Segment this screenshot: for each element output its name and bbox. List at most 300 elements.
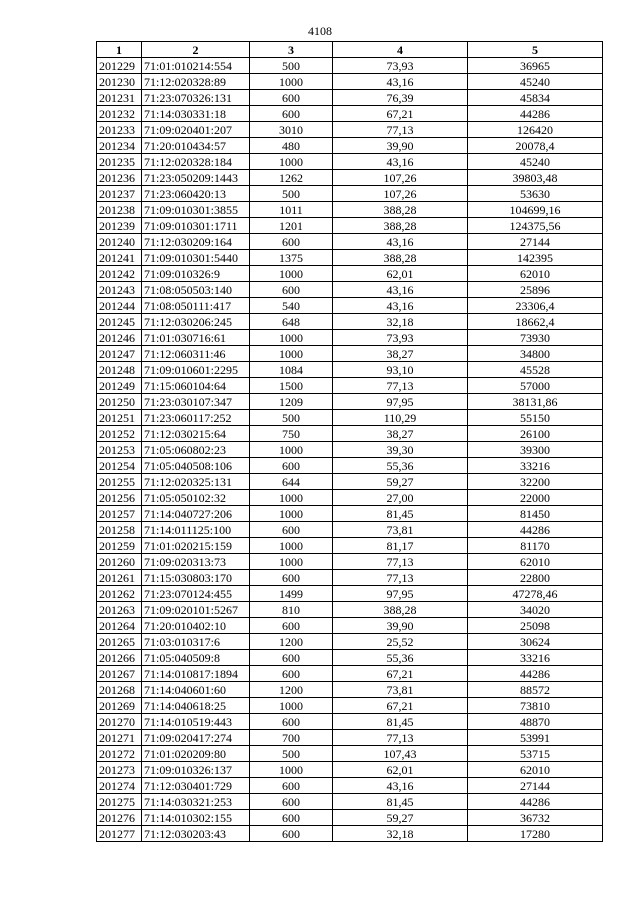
value-cell: 53715 — [468, 746, 603, 762]
table-row — [97, 538, 603, 554]
table-row — [97, 282, 603, 298]
cadastral-number-cell: 71:14:030321:253 — [142, 794, 250, 810]
record-number-cell: 201271 — [97, 730, 142, 746]
area-cell: 1375 — [250, 250, 333, 266]
table-row — [97, 186, 603, 202]
area-cell: 1000 — [250, 698, 333, 714]
rate-cell: 43,16 — [333, 778, 468, 794]
cadastral-number-cell: 71:15:060104:64 — [142, 378, 250, 394]
record-number-cell: 201268 — [97, 682, 142, 698]
rate-cell: 77,13 — [333, 570, 468, 586]
rate-cell: 81,45 — [333, 794, 468, 810]
cadastral-number-cell: 71:12:030206:245 — [142, 314, 250, 330]
rate-cell: 77,13 — [333, 122, 468, 138]
rate-cell: 27,00 — [333, 490, 468, 506]
cadastral-number-cell: 71:14:010817:1894 — [142, 666, 250, 682]
record-number-cell: 201236 — [97, 170, 142, 186]
record-number-cell: 201258 — [97, 522, 142, 538]
cadastral-number-cell: 71:09:010301:5440 — [142, 250, 250, 266]
rate-cell: 43,16 — [333, 298, 468, 314]
rate-cell: 38,27 — [333, 346, 468, 362]
cadastral-number-cell: 71:23:070124:455 — [142, 586, 250, 602]
value-cell: 47278,46 — [468, 586, 603, 602]
rate-cell: 43,16 — [333, 234, 468, 250]
value-cell: 45240 — [468, 74, 603, 90]
table-row — [97, 202, 603, 218]
record-number-cell: 201231 — [97, 90, 142, 106]
cadastral-number-cell: 71:05:050102:32 — [142, 490, 250, 506]
value-cell: 55150 — [468, 410, 603, 426]
value-cell: 44286 — [468, 106, 603, 122]
area-cell: 600 — [250, 714, 333, 730]
area-cell: 600 — [250, 234, 333, 250]
cadastral-number-cell: 71:08:050503:140 — [142, 282, 250, 298]
rate-cell: 62,01 — [333, 266, 468, 282]
table-row — [97, 378, 603, 394]
area-cell: 600 — [250, 282, 333, 298]
record-number-cell: 201274 — [97, 778, 142, 794]
value-cell: 124375,56 — [468, 218, 603, 234]
value-cell: 44286 — [468, 666, 603, 682]
area-cell: 1000 — [250, 154, 333, 170]
area-cell: 500 — [250, 58, 333, 74]
cadastral-number-cell: 71:14:010519:443 — [142, 714, 250, 730]
record-number-cell: 201276 — [97, 810, 142, 826]
cadastral-number-cell: 71:12:030215:64 — [142, 426, 250, 442]
area-cell: 700 — [250, 730, 333, 746]
value-cell: 36965 — [468, 58, 603, 74]
area-cell: 600 — [250, 570, 333, 586]
area-cell: 600 — [250, 778, 333, 794]
area-cell: 750 — [250, 426, 333, 442]
record-number-cell: 201256 — [97, 490, 142, 506]
record-number-cell: 201232 — [97, 106, 142, 122]
record-number-cell: 201250 — [97, 394, 142, 410]
record-number-cell: 201265 — [97, 634, 142, 650]
record-number-cell: 201234 — [97, 138, 142, 154]
table-row — [97, 410, 603, 426]
rate-cell: 55,36 — [333, 650, 468, 666]
value-cell: 45240 — [468, 154, 603, 170]
table-row — [97, 458, 603, 474]
area-cell: 480 — [250, 138, 333, 154]
cadastral-number-cell: 71:09:020401:207 — [142, 122, 250, 138]
cadastral-number-cell: 71:14:040601:60 — [142, 682, 250, 698]
cadastral-number-cell: 71:12:020325:131 — [142, 474, 250, 490]
record-number-cell: 201242 — [97, 266, 142, 282]
rate-cell: 107,26 — [333, 170, 468, 186]
table-row — [97, 474, 603, 490]
table-row — [97, 570, 603, 586]
table-row — [97, 330, 603, 346]
rate-cell: 110,29 — [333, 410, 468, 426]
value-cell: 30624 — [468, 634, 603, 650]
value-cell: 39300 — [468, 442, 603, 458]
value-cell: 34020 — [468, 602, 603, 618]
cadastral-number-cell: 71:09:010301:3855 — [142, 202, 250, 218]
record-number-cell: 201243 — [97, 282, 142, 298]
table-row — [97, 122, 603, 138]
area-cell: 1000 — [250, 346, 333, 362]
value-cell: 22000 — [468, 490, 603, 506]
cadastral-number-cell: 71:01:020215:159 — [142, 538, 250, 554]
record-number-cell: 201249 — [97, 378, 142, 394]
cadastral-number-cell: 71:09:020101:5267 — [142, 602, 250, 618]
area-cell: 1000 — [250, 330, 333, 346]
cadastral-number-cell: 71:20:010434:57 — [142, 138, 250, 154]
record-number-cell: 201233 — [97, 122, 142, 138]
rate-cell: 32,18 — [333, 826, 468, 842]
record-number-cell: 201262 — [97, 586, 142, 602]
record-number-cell: 201254 — [97, 458, 142, 474]
cadastral-number-cell: 71:01:030716:61 — [142, 330, 250, 346]
table-row — [97, 618, 603, 634]
area-cell: 1000 — [250, 74, 333, 90]
area-cell: 810 — [250, 602, 333, 618]
rate-cell: 73,81 — [333, 522, 468, 538]
table-row — [97, 762, 603, 778]
table-row — [97, 154, 603, 170]
area-cell: 600 — [250, 794, 333, 810]
rate-cell: 67,21 — [333, 106, 468, 122]
cadastral-number-cell: 71:14:011125:100 — [142, 522, 250, 538]
cadastral-number-cell: 71:09:010301:1711 — [142, 218, 250, 234]
value-cell: 33216 — [468, 458, 603, 474]
record-number-cell: 201244 — [97, 298, 142, 314]
table-row — [97, 666, 603, 682]
value-cell: 53991 — [468, 730, 603, 746]
value-cell: 25896 — [468, 282, 603, 298]
cadastral-number-cell: 71:05:040509:8 — [142, 650, 250, 666]
rate-cell: 39,90 — [333, 618, 468, 634]
table-row — [97, 138, 603, 154]
area-cell: 1200 — [250, 682, 333, 698]
table-row — [97, 442, 603, 458]
record-number-cell: 201266 — [97, 650, 142, 666]
cadastral-number-cell: 71:14:030331:18 — [142, 106, 250, 122]
cadastral-number-cell: 71:15:030803:170 — [142, 570, 250, 586]
area-cell: 600 — [250, 522, 333, 538]
record-number-cell: 201255 — [97, 474, 142, 490]
area-cell: 1000 — [250, 490, 333, 506]
table-row — [97, 602, 603, 618]
record-number-cell: 201229 — [97, 58, 142, 74]
cadastral-number-cell: 71:12:020328:184 — [142, 154, 250, 170]
value-cell: 38131,86 — [468, 394, 603, 410]
value-cell: 27144 — [468, 234, 603, 250]
record-number-cell: 201240 — [97, 234, 142, 250]
cadastral-number-cell: 71:23:060420:13 — [142, 186, 250, 202]
rate-cell: 32,18 — [333, 314, 468, 330]
value-cell: 73810 — [468, 698, 603, 714]
cadastral-number-cell: 71:09:010326:9 — [142, 266, 250, 282]
area-cell: 1200 — [250, 634, 333, 650]
value-cell: 57000 — [468, 378, 603, 394]
value-cell: 22800 — [468, 570, 603, 586]
record-number-cell: 201246 — [97, 330, 142, 346]
cadastral-number-cell: 71:08:050111:417 — [142, 298, 250, 314]
table-row — [97, 266, 603, 282]
cadastral-number-cell: 71:09:010601:2295 — [142, 362, 250, 378]
cadastral-number-cell: 71:09:020417:274 — [142, 730, 250, 746]
table-row — [97, 490, 603, 506]
cadastral-number-cell: 71:12:030401:729 — [142, 778, 250, 794]
table-body — [97, 58, 603, 842]
record-number-cell: 201269 — [97, 698, 142, 714]
value-cell: 62010 — [468, 762, 603, 778]
cadastral-number-cell: 71:14:010302:155 — [142, 810, 250, 826]
area-cell: 500 — [250, 410, 333, 426]
cadastral-number-cell: 71:09:010326:137 — [142, 762, 250, 778]
area-cell: 1011 — [250, 202, 333, 218]
rate-cell: 388,28 — [333, 250, 468, 266]
column-header-1: 1 — [97, 42, 142, 58]
record-number-cell: 201241 — [97, 250, 142, 266]
value-cell: 36732 — [468, 810, 603, 826]
cadastral-number-cell: 71:01:010214:554 — [142, 58, 250, 74]
rate-cell: 81,45 — [333, 506, 468, 522]
value-cell: 34800 — [468, 346, 603, 362]
value-cell: 45834 — [468, 90, 603, 106]
table-row — [97, 586, 603, 602]
value-cell: 23306,4 — [468, 298, 603, 314]
value-cell: 32200 — [468, 474, 603, 490]
cadastral-number-cell: 71:23:060117:252 — [142, 410, 250, 426]
area-cell: 1084 — [250, 362, 333, 378]
record-number-cell: 201277 — [97, 826, 142, 842]
area-cell: 1000 — [250, 506, 333, 522]
value-cell: 18662,4 — [468, 314, 603, 330]
rate-cell: 39,30 — [333, 442, 468, 458]
table-row — [97, 298, 603, 314]
rate-cell: 97,95 — [333, 394, 468, 410]
table-row — [97, 698, 603, 714]
record-number-cell: 201260 — [97, 554, 142, 570]
area-cell: 1000 — [250, 762, 333, 778]
table-header-row — [97, 42, 603, 58]
record-number-cell: 201275 — [97, 794, 142, 810]
area-cell: 648 — [250, 314, 333, 330]
value-cell: 27144 — [468, 778, 603, 794]
record-number-cell: 201264 — [97, 618, 142, 634]
rate-cell: 59,27 — [333, 474, 468, 490]
rate-cell: 43,16 — [333, 282, 468, 298]
value-cell: 81170 — [468, 538, 603, 554]
value-cell: 62010 — [468, 554, 603, 570]
area-cell: 1000 — [250, 554, 333, 570]
cadastral-number-cell: 71:01:020209:80 — [142, 746, 250, 762]
table-row — [97, 554, 603, 570]
rate-cell: 388,28 — [333, 602, 468, 618]
rate-cell: 67,21 — [333, 666, 468, 682]
table-row — [97, 58, 603, 74]
record-number-cell: 201237 — [97, 186, 142, 202]
value-cell: 104699,16 — [468, 202, 603, 218]
area-cell: 1000 — [250, 266, 333, 282]
cadastral-number-cell: 71:23:070326:131 — [142, 90, 250, 106]
area-cell: 540 — [250, 298, 333, 314]
record-number-cell: 201245 — [97, 314, 142, 330]
record-number-cell: 201230 — [97, 74, 142, 90]
record-number-cell: 201267 — [97, 666, 142, 682]
rate-cell: 73,93 — [333, 330, 468, 346]
record-number-cell: 201253 — [97, 442, 142, 458]
table-row — [97, 810, 603, 826]
rate-cell: 73,81 — [333, 682, 468, 698]
rate-cell: 77,13 — [333, 554, 468, 570]
cadastral-number-cell: 71:12:030203:43 — [142, 826, 250, 842]
table-row — [97, 90, 603, 106]
area-cell: 600 — [250, 650, 333, 666]
table-row — [97, 634, 603, 650]
data-table — [96, 41, 603, 842]
area-cell: 600 — [250, 618, 333, 634]
record-number-cell: 201273 — [97, 762, 142, 778]
record-number-cell: 201252 — [97, 426, 142, 442]
rate-cell: 93,10 — [333, 362, 468, 378]
record-number-cell: 201272 — [97, 746, 142, 762]
cadastral-number-cell: 71:12:020328:89 — [142, 74, 250, 90]
value-cell: 126420 — [468, 122, 603, 138]
value-cell: 81450 — [468, 506, 603, 522]
column-header-2: 2 — [142, 42, 250, 58]
area-cell: 1499 — [250, 586, 333, 602]
value-cell: 44286 — [468, 522, 603, 538]
cadastral-number-cell: 71:09:020313:73 — [142, 554, 250, 570]
table-row — [97, 314, 603, 330]
cadastral-number-cell: 71:14:040727:206 — [142, 506, 250, 522]
area-cell: 600 — [250, 106, 333, 122]
area-cell: 1262 — [250, 170, 333, 186]
area-cell: 600 — [250, 810, 333, 826]
rate-cell: 39,90 — [333, 138, 468, 154]
record-number-cell: 201235 — [97, 154, 142, 170]
rate-cell: 388,28 — [333, 218, 468, 234]
area-cell: 500 — [250, 186, 333, 202]
area-cell: 500 — [250, 746, 333, 762]
value-cell: 33216 — [468, 650, 603, 666]
table-row — [97, 170, 603, 186]
rate-cell: 43,16 — [333, 154, 468, 170]
table-row — [97, 74, 603, 90]
record-number-cell: 201238 — [97, 202, 142, 218]
table-row — [97, 394, 603, 410]
record-number-cell: 201248 — [97, 362, 142, 378]
table-row — [97, 778, 603, 794]
cadastral-number-cell: 71:12:060311:46 — [142, 346, 250, 362]
rate-cell: 73,93 — [333, 58, 468, 74]
record-number-cell: 201259 — [97, 538, 142, 554]
column-header-5: 5 — [468, 42, 603, 58]
cadastral-number-cell: 71:03:010317:6 — [142, 634, 250, 650]
value-cell: 26100 — [468, 426, 603, 442]
rate-cell: 59,27 — [333, 810, 468, 826]
rate-cell: 55,36 — [333, 458, 468, 474]
table-row — [97, 426, 603, 442]
cadastral-number-cell: 71:05:040508:106 — [142, 458, 250, 474]
rate-cell: 81,45 — [333, 714, 468, 730]
value-cell: 48870 — [468, 714, 603, 730]
table-row — [97, 522, 603, 538]
table-row — [97, 346, 603, 362]
value-cell: 20078,4 — [468, 138, 603, 154]
value-cell: 17280 — [468, 826, 603, 842]
table-row — [97, 826, 603, 842]
rate-cell: 43,16 — [333, 74, 468, 90]
cadastral-number-cell: 71:20:010402:10 — [142, 618, 250, 634]
rate-cell: 107,26 — [333, 186, 468, 202]
record-number-cell: 201239 — [97, 218, 142, 234]
rate-cell: 81,17 — [333, 538, 468, 554]
rate-cell: 67,21 — [333, 698, 468, 714]
value-cell: 53630 — [468, 186, 603, 202]
value-cell: 39803,48 — [468, 170, 603, 186]
table-row — [97, 746, 603, 762]
table-row — [97, 250, 603, 266]
rate-cell: 97,95 — [333, 586, 468, 602]
area-cell: 1000 — [250, 442, 333, 458]
area-cell: 1500 — [250, 378, 333, 394]
page-number: 4108 — [308, 24, 332, 38]
rate-cell: 25,52 — [333, 634, 468, 650]
area-cell: 600 — [250, 90, 333, 106]
cadastral-number-cell: 71:23:050209:1443 — [142, 170, 250, 186]
table-row — [97, 106, 603, 122]
value-cell: 44286 — [468, 794, 603, 810]
value-cell: 25098 — [468, 618, 603, 634]
record-number-cell: 201261 — [97, 570, 142, 586]
area-cell: 3010 — [250, 122, 333, 138]
table-row — [97, 650, 603, 666]
record-number-cell: 201251 — [97, 410, 142, 426]
rate-cell: 62,01 — [333, 762, 468, 778]
area-cell: 644 — [250, 474, 333, 490]
value-cell: 88572 — [468, 682, 603, 698]
table-row — [97, 234, 603, 250]
rate-cell: 38,27 — [333, 426, 468, 442]
record-number-cell: 201263 — [97, 602, 142, 618]
table-row — [97, 794, 603, 810]
rate-cell: 77,13 — [333, 378, 468, 394]
cadastral-number-cell: 71:12:030209:164 — [142, 234, 250, 250]
area-cell: 600 — [250, 666, 333, 682]
record-number-cell: 201257 — [97, 506, 142, 522]
area-cell: 600 — [250, 458, 333, 474]
value-cell: 142395 — [468, 250, 603, 266]
value-cell: 45528 — [468, 362, 603, 378]
rate-cell: 388,28 — [333, 202, 468, 218]
column-header-4: 4 — [333, 42, 468, 58]
record-number-cell: 201247 — [97, 346, 142, 362]
cadastral-number-cell: 71:23:030107:347 — [142, 394, 250, 410]
area-cell: 1000 — [250, 538, 333, 554]
table-row — [97, 218, 603, 234]
area-cell: 1201 — [250, 218, 333, 234]
cadastral-number-cell: 71:14:040618:25 — [142, 698, 250, 714]
value-cell: 73930 — [468, 330, 603, 346]
table-row — [97, 714, 603, 730]
record-number-cell: 201270 — [97, 714, 142, 730]
table-row — [97, 362, 603, 378]
rate-cell: 77,13 — [333, 730, 468, 746]
area-cell: 600 — [250, 826, 333, 842]
table-row — [97, 730, 603, 746]
table-row — [97, 682, 603, 698]
area-cell: 1209 — [250, 394, 333, 410]
rate-cell: 107,43 — [333, 746, 468, 762]
table-row — [97, 506, 603, 522]
rate-cell: 76,39 — [333, 90, 468, 106]
